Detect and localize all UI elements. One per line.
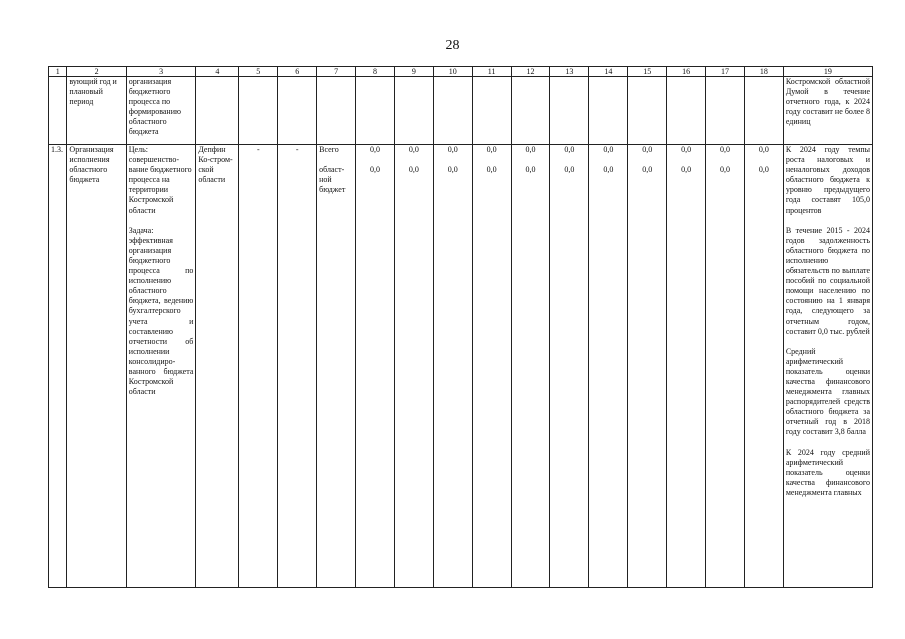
col6-dash: - <box>278 145 317 588</box>
row-goal-task <box>126 145 196 588</box>
indicator-3: Средний арифметический показатель оценки качества финансового менеджмента главных распорядителей средств областного бюджета за отчетный год в 2018 году составит 3,8 балла <box>785 346 870 437</box>
row-executor: Депфин Ко-стром-ской области <box>196 145 239 588</box>
value-cell: 0,0 0,0 <box>744 145 783 588</box>
value-cell: 0,0 0,0 <box>628 145 667 588</box>
col-header: 10 <box>433 67 472 77</box>
col-header: 7 <box>317 67 356 77</box>
table-row-continued <box>49 77 873 145</box>
indicator-2: В течение 2015 - 2024 годов задолженность областного бюджета по исполнению обязательств по выплате пособий по социальной помощи населению по состоянию на 1 января года, следующего за отчетным годом, составит 0,0 тыс. рублей <box>785 225 870 336</box>
indicator-1: К 2024 году темпы роста налоговых и неналоговых доходов областного бюджета к уровню предыдущего года составят 105,0 процентов <box>785 145 870 215</box>
col-header: 17 <box>706 67 745 77</box>
funding-source <box>317 145 356 588</box>
col-header: 3 <box>126 67 196 77</box>
source-budget: област-ной бюджет <box>319 165 346 195</box>
col-header: 18 <box>744 67 783 77</box>
col-header: 15 <box>628 67 667 77</box>
value-cell: 0,0 0,0 <box>589 145 628 588</box>
col-header: 11 <box>472 67 511 77</box>
col-header: 5 <box>239 67 278 77</box>
value-cell: 0,0 0,0 <box>356 145 395 588</box>
col-header: 2 <box>67 67 126 77</box>
col-header: 19 <box>783 67 872 77</box>
col-header: 1 <box>49 67 67 77</box>
table-row-1-3 <box>49 145 873 588</box>
value-cell: 0,0 0,0 <box>394 145 433 588</box>
row-name: Организация исполнения областного бюджета <box>67 145 126 588</box>
value-cell: 0,0 0,0 <box>433 145 472 588</box>
col-header: 8 <box>356 67 395 77</box>
value-cell: 0,0 0,0 <box>667 145 706 588</box>
page-number: 28 <box>445 38 460 53</box>
goal-text: Цель: совершенство-вание бюджетного процесса на территории Костромской области <box>128 145 192 215</box>
program-table <box>48 66 873 588</box>
value-cell: 0,0 0,0 <box>472 145 511 588</box>
row-number: 1.3. <box>49 145 67 588</box>
value-cell: 0,0 0,0 <box>706 145 745 588</box>
value-cell: 0,0 0,0 <box>511 145 550 588</box>
col-header: 4 <box>196 67 239 77</box>
indicator-4: К 2024 году средний арифметический показатель оценки качества финансового менеджмента главных <box>785 447 870 497</box>
col-header: 6 <box>278 67 317 77</box>
col-header: 12 <box>511 67 550 77</box>
row-indicator-cont: Костромской областной Думой в течение отчетного года, к 2024 году составит не более 8 единиц <box>783 77 872 145</box>
row-indicators <box>783 145 872 588</box>
task-text: Задача: эффективная организация бюджетного процесса по исполнению областного бюджета, ведению бухгалтерского учета и составлению отчетности об исполнении консолидиро-ванного бюджета Костромской области <box>128 225 194 397</box>
row-goal-cont: организация бюджетного процесса по формированию областного бюджета <box>126 77 196 145</box>
column-number-row <box>49 67 873 77</box>
row-name-cont: вующий год и плановый период <box>67 77 126 145</box>
source-total: Всего <box>319 145 339 154</box>
col-header: 9 <box>394 67 433 77</box>
value-cell: 0,0 0,0 <box>550 145 589 588</box>
col-header: 16 <box>667 67 706 77</box>
col-header: 14 <box>589 67 628 77</box>
col5-dash: - <box>239 145 278 588</box>
col-header: 13 <box>550 67 589 77</box>
